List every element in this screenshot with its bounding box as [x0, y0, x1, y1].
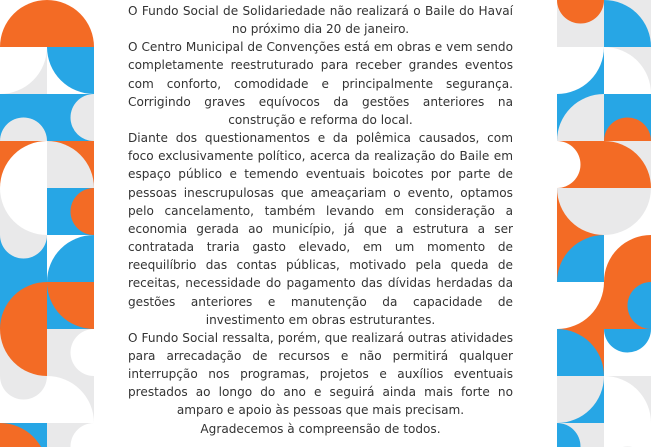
- pattern-tile: [604, 423, 651, 447]
- paragraph-baile-cancelado: O Fundo Social de Solidariedade não realizará o Baile do Havaí no próximo dia 20 de janeiro.: [128, 4, 513, 37]
- paragraph-fundo-social: O Fundo Social ressalta, porém, que realizará outras atividades para arrecadação de recursos e não permitirá qualquer interrupção nos programas, projetos e auxílios eventuais prestados ao longo do ano e seguirá ainda mais forte no amparo e apoio às pessoas que mais precisam.: [128, 330, 513, 418]
- announcement-text: [128, 2, 513, 438]
- paragraph-agradecimento: Agradecemos à compreensão de todos.: [200, 421, 441, 436]
- paragraph-questionamentos: Diante dos questionamentos e da polêmica causados, com foco exclusivamente político, acerca da realização do Baile em espaço público e temendo eventuais boicotes por parte de pessoas inescrupulosas que ameaçariam o evento, optamos pelo cancelamento, também levando em consideração a economia gerada ao município, já que a estrutura a ser contratada traria gasto elevado, em um momento de reequilíbrio das contas públicas, motivado pela queda de receitas, necessidade do pagamento das dívidas herdadas da gestões anteriores e manutenção da capacidade de investimento em obras estruturantes.: [128, 131, 513, 327]
- decorative-pattern-left: [0, 0, 94, 447]
- decorative-pattern-right: [557, 0, 651, 447]
- paragraph-centro-convencoes: O Centro Municipal de Convenções está em obras e vem sendo completamente reestruturado para receber grandes eventos com conforto, comodidade e principalmente segurança. Corrigindo graves equívocos da gestões anteriores na construção e reforma do local.: [128, 40, 513, 127]
